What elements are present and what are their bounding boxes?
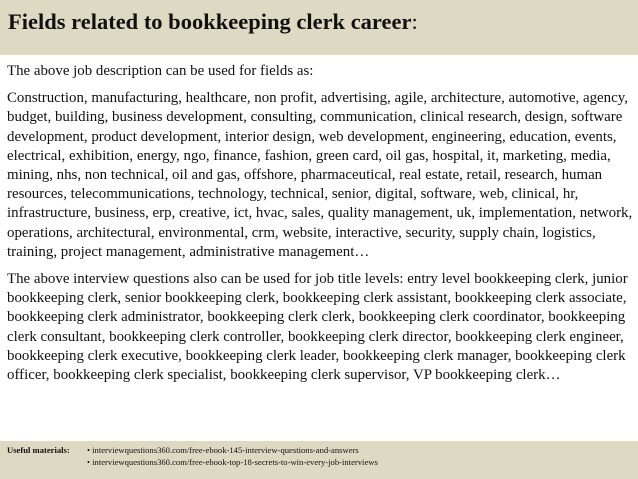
intro-text: The above job description can be used for fields as: — [7, 63, 314, 79]
title-bar — [0, 0, 638, 55]
useful-materials-label: Useful materials: — [7, 445, 70, 455]
slide-content — [7, 62, 634, 393]
fields-paragraph: Construction, manufacturing, healthcare, non profit, advertising, agile, architecture, automotive, agency, budget, building, business development, consulting, communication, clinical research, design, software development, product development, interior design, web development, engineering, education, events, electrical, exhibition, energy, ngo, finance, fashion, green card, oil gas, hospital, it, marketing, media, mining, nhs, non technical, oil and gas, offshore, pharmaceutical, real estate, retail, research, human resources, telecommunications, technology, technical, senior, digital, software, web, clinical, hr, infrastructure, business, erp, creative, ict, hvac, sales, quality management, uk, implementation, network, operations, architectural, environmental, crm, website, interactive, security, supply chain, logistics, training, project management, administrative management… — [7, 90, 633, 260]
footer-row-1 — [7, 444, 638, 456]
slide-title-colon: : — [411, 9, 418, 34]
slide-title: Fields related to bookkeeping clerk career — [8, 9, 412, 34]
footer-row-2 — [7, 456, 638, 468]
job-levels-paragraph: The above interview questions also can be used for job title levels: entry level bookkeeping clerk, junior bookkeeping clerk, senior bookkeeping clerk, bookkeeping clerk assistant, bookkeeping clerk associate, bookkeeping clerk administrator, bookkeeping clerk clerk, bookkeeping clerk coordinator, bookkeeping clerk consultant, bookkeeping clerk controller, bookkeeping clerk director, bookkeeping clerk engineer, bookkeeping clerk executive, bookkeeping clerk leader, bookkeeping clerk manager, bookkeeping clerk officer, bookkeeping clerk specialist, bookkeeping clerk supervisor, VP bookkeeping clerk… — [7, 271, 628, 384]
footer-link-1[interactable]: • interviewquestions360.com/free-ebook-145-interview-questions-and-answers — [87, 445, 359, 455]
footer-bar — [0, 441, 638, 479]
footer-link-2[interactable]: • interviewquestions360.com/free-ebook-top-18-secrets-to-win-every-job-interviews — [87, 457, 378, 467]
